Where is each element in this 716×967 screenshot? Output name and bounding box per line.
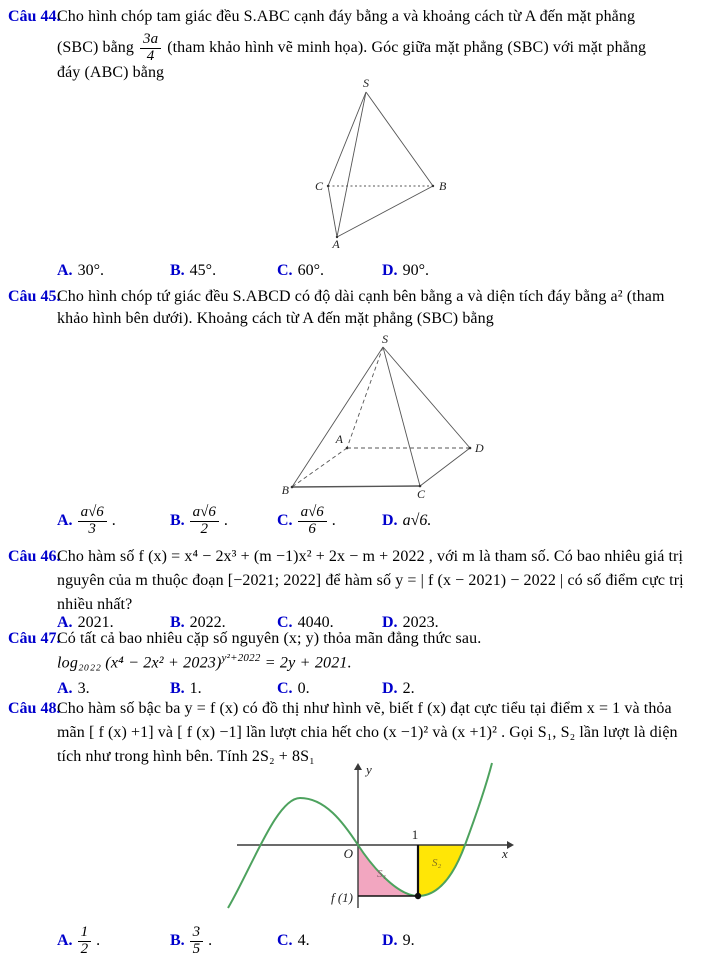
vertex-c-dot: [327, 185, 329, 187]
q47-option-a: A. 3.: [57, 680, 90, 697]
q44-option-d: D. 90°.: [382, 262, 429, 279]
q44-label: Câu 44.: [8, 8, 61, 25]
q48-option-c: C. 4.: [277, 932, 310, 949]
q46-line1: Cho hàm số f (x) = x⁴ − 2x³ + (m −1)x² + 2x − m + 2022 , với m là tham số. Có bao nhiêu giá trị: [57, 548, 684, 565]
q46-option-b: B. 2022.: [170, 614, 226, 631]
q47-formula-exponent: y²+2022: [221, 652, 261, 664]
q48-option-a-fraction: $\frac{1}{2}$: [78, 925, 92, 958]
q44-fraction: $\frac{3a}{4}$: [140, 32, 161, 65]
q47-formula-base: log₂₀₂₂ (x⁴ − 2x² + 2023): [57, 654, 222, 672]
vertex-b-dot: [291, 486, 294, 489]
cubic-graph-svg: [215, 761, 515, 913]
q47-formula-rhs: = 2y + 2021.: [260, 654, 352, 672]
x-axis-arrow: [507, 841, 514, 849]
q45-option-a: A. $\frac{a√6}{3}$ .: [57, 503, 116, 537]
origin-label: O: [343, 846, 353, 861]
q44-line2: [57, 30, 707, 66]
q48-option-b-fraction: $\frac{3}{5}$: [190, 925, 204, 958]
q44-line2-pre: (SBC) bằng: [57, 39, 134, 56]
q48-line2: mãn [ f (x) +1] và [ f (x) −1] lần lượt chia hết cho (x −1)² và (x +1)² . Gọi S₁, S₂ lần lượt là diện: [57, 724, 678, 741]
figure-pyramid-sabcd: [282, 334, 492, 505]
region-s2: [418, 845, 465, 896]
y-axis-label: y: [366, 762, 372, 777]
edge-sb: [292, 347, 383, 487]
q46-option-c: C. 4040.: [277, 614, 334, 631]
q45-label: Câu 45.: [8, 288, 61, 305]
label-a: A: [332, 237, 340, 250]
q44-option-a: A. 30°.: [57, 262, 104, 279]
q48-line1: Cho hàm số bậc ba y = f (x) có đồ thị như hình vẽ, biết f (x) đạt cực tiểu tại điểm x = 1 và thỏa: [57, 700, 672, 717]
edge-ab: [337, 186, 433, 237]
edge-sa-dashed: [347, 347, 383, 448]
figure-cubic-graph: [215, 761, 515, 918]
edge-sa: [337, 92, 366, 237]
pyramid-sabc-svg: [300, 78, 460, 250]
q46-line3: nhiều nhất?: [57, 596, 133, 613]
q48-line3: tích như trong hình bên. Tính 2S₂ + 8S₁: [57, 748, 315, 765]
label-s: S: [363, 78, 369, 90]
label-c: C: [416, 487, 426, 500]
q45-line1: Cho hình chóp tứ giác đều S.ABCD có độ dài cạnh bên bằng a và diện tích đáy bằng a² (tham: [57, 288, 665, 305]
q45-line2: khảo hình bên dưới). Khoảng cách từ A đến mặt phẳng (SBC) bằng: [57, 310, 494, 327]
q47-option-d: D. 2.: [382, 680, 415, 697]
region-s1: [358, 845, 418, 896]
q44-option-c: C. 60°.: [277, 262, 324, 279]
q47-line1: Có tất cả bao nhiêu cặp số nguyên (x; y) thỏa mãn đẳng thức sau.: [57, 630, 482, 647]
edge-sb: [366, 92, 433, 186]
q45-option-d: D. a√6.: [382, 512, 432, 529]
s2-region-label: S₂: [432, 857, 442, 869]
q46-line2: nguyên của m thuộc đoạn [−2021; 2022] để hàm số y = | f (x − 2021) − 2022 | có số điểm cực trị: [57, 572, 684, 589]
q46-option-a: A. 2021.: [57, 614, 114, 631]
q48-option-a: A. $\frac{1}{2}$ .: [57, 923, 101, 957]
q45-options: [0, 502, 716, 540]
q45-option-b-fraction: $\frac{a√6}{2}$: [190, 505, 219, 538]
q48-option-b: B. $\frac{3}{5}$ .: [170, 923, 213, 957]
q48-option-d: D. 9.: [382, 932, 415, 949]
label-s: S: [382, 334, 388, 346]
q47-options: [0, 680, 716, 702]
label-d: D: [475, 441, 484, 455]
q47-label: Câu 47.: [8, 630, 61, 647]
f1-label: f (1): [330, 890, 353, 905]
x-axis-label: x: [502, 846, 508, 861]
min-point-dot: [415, 893, 421, 899]
edge-bc: [292, 486, 420, 487]
q48-label: Câu 48.: [8, 700, 61, 717]
label-c: C: [314, 179, 323, 193]
vertex-d-dot: [469, 447, 472, 450]
q44-option-b: B. 45°.: [170, 262, 217, 279]
q44-line2-post: (tham khảo hình vẽ minh họa). Góc giữa mặt phẳng (SBC) với mặt phẳng: [167, 39, 647, 56]
edge-cd: [420, 448, 470, 486]
q44-line1: Cho hình chóp tam giác đều S.ABC cạnh đáy bằng a và khoảng cách từ A đến mặt phẳng: [57, 8, 636, 25]
edge-ab-dashed: [292, 448, 347, 487]
q45-option-b: B. $\frac{a√6}{2}$ .: [170, 503, 228, 537]
q47-formula: [57, 652, 352, 672]
y-axis-arrow: [354, 763, 362, 770]
q46-label: Câu 46.: [8, 548, 61, 565]
edge-sc: [328, 92, 366, 186]
pyramid-sabcd-svg: [282, 334, 492, 500]
q44-options: [0, 262, 716, 284]
q46-option-d: D. 2023.: [382, 614, 439, 631]
vertex-b-dot: [432, 185, 434, 187]
q45-option-c-fraction: $\frac{a√6}{6}$: [298, 505, 327, 538]
q45-option-a-fraction: $\frac{a√6}{3}$: [78, 505, 107, 538]
vertex-a-dot: [346, 447, 349, 450]
q48-options: [0, 922, 716, 960]
label-b: B: [439, 179, 447, 193]
one-tick-label: 1: [411, 827, 419, 842]
q47-option-c: C. 0.: [277, 680, 310, 697]
label-a: A: [335, 432, 343, 446]
edge-ca: [328, 186, 337, 237]
q45-option-c: C. $\frac{a√6}{6}$ .: [277, 503, 336, 537]
q47-option-b: B. 1.: [170, 680, 202, 697]
label-b: B: [282, 483, 289, 497]
figure-pyramid-sabc: [300, 78, 460, 255]
q44-line3: đáy (ABC) bằng: [57, 64, 165, 81]
s1-region-label: S₁: [377, 868, 387, 880]
